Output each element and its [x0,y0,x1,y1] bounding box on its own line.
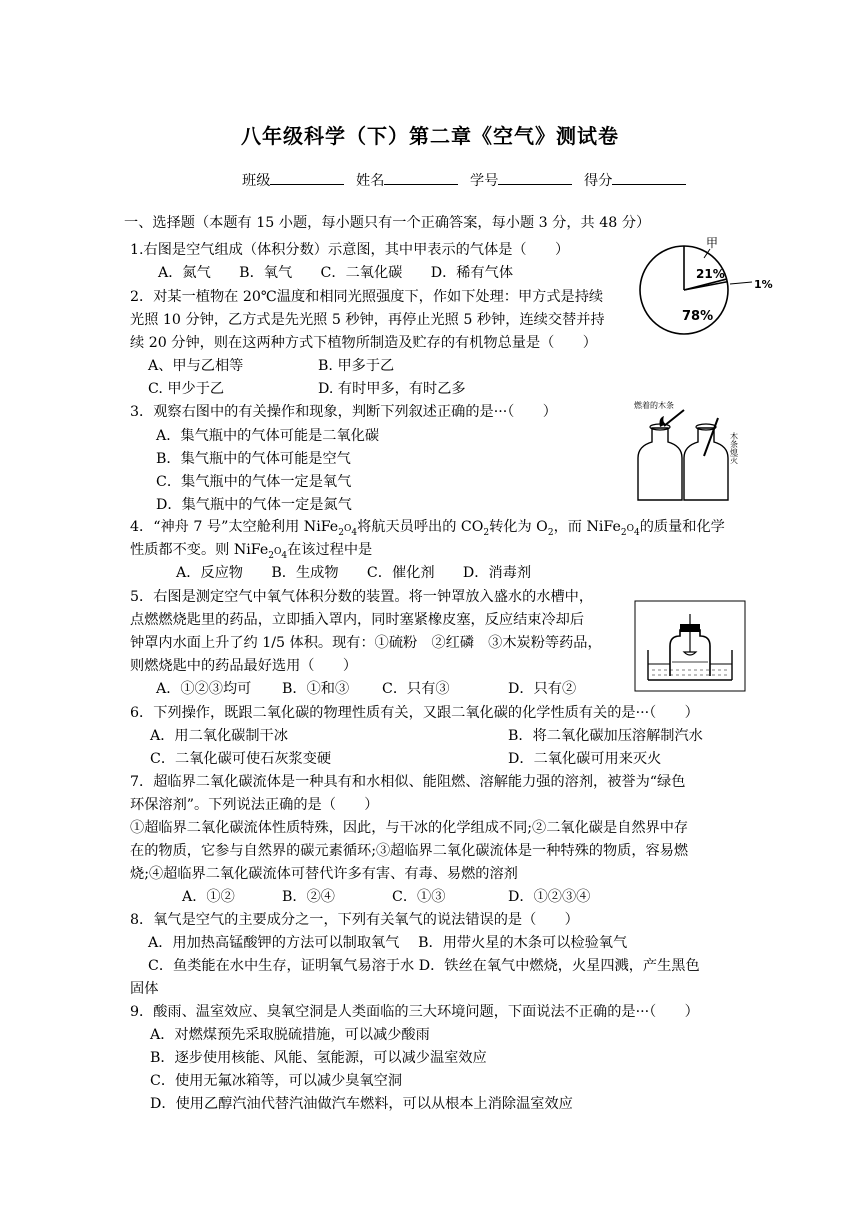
q5-option-d: D．只有② [508,681,577,697]
q2-option-d: D. 有时甲多，有时乙多 [318,381,466,397]
q8-stem: 8．氧气是空气的主要成分之一，下列有关氧气的说法错误的是（ ） [130,912,579,928]
q9-stem: 9．酸雨、温室效应、臭氧空洞是人类面临的三大环境问题，下面说法不正确的是···（ ） [130,1004,699,1020]
q7-option-c: C．①③ [392,889,446,905]
burning-stick [664,410,684,426]
bottle-right [684,428,728,500]
combustion-spoon [684,652,696,655]
air-composition-pie-chart [636,234,776,346]
q7-line2: 环保溶剂”。下列说法正确的是（ ） [130,797,379,813]
q3-stem: 3．观察右图中的有关操作和现象，判断下列叙述正确的是···（ ） [130,404,557,420]
q9-option-b: B．逐步使用核能、风能、氢能源，可以减少温室效应 [150,1050,487,1066]
name-field[interactable]: 姓名 [356,170,458,190]
one-percent-leader [730,282,752,284]
q3-option-c: C．集气瓶中的气体一定是氧气 [156,474,352,490]
q2-line2: 光照 10 分钟，乙方式是先光照 5 秒钟，再停止光照 5 秒钟，连续交替并持 [130,312,605,328]
q5-line1: 5．右图是测定空气中氧气体积分数的装置。将一钟罩放入盛水的水槽中， [130,589,594,605]
q5-option-a: A．①②③均可 [156,681,252,697]
pie-label-21: 21% [696,267,725,281]
q8-options-cd: C．鱼类能在水中生存，证明氧气易溶于水 D．铁丝在氧气中燃烧，火星四溅，产生黑色 [148,958,700,974]
q5-line4: 则燃烧匙中的药品最好选用（ ） [130,658,358,674]
stick-extinguished-label: 木条熄灭 [729,432,739,464]
score-field[interactable]: 得分 [584,170,686,190]
section-heading: 一、选择题（本题有 15 小题，每小题只有一个正确答案，每小题 3 分，共 48 分） [124,215,651,231]
q3-option-a: A．集气瓶中的气体可能是二氧化碳 [156,428,380,444]
q6-option-c: C．二氧化碳可使石灰浆变硬 [150,751,332,767]
pie-label-1: 1% [754,278,773,291]
q7-line3: ①超临界二氧化碳流体性质特殊，因此，与干冰的化学组成不同;②二氧化碳是自然界中存 [130,820,689,836]
page-title: 八年级科学（下）第二章《空气》测试卷 [241,124,619,148]
q5-line2: 点燃燃烧匙里的药品，立即插入罩内，同时塞紧橡皮塞，反应结束冷却后 [130,612,585,628]
q3-option-d: D．集气瓶中的气体一定是氮气 [156,497,352,513]
class-field[interactable]: 班级 [242,170,344,190]
q4-options: A．反应物 B．生成物 C．催化剂 D．消毒剂 [176,565,532,581]
q7-option-a: A．①② [182,889,235,905]
q5-line3: 钟罩内水面上升了约 1/5 体积。现有：①硫粉 ②红磷 ③木炭粉等药品， [130,635,602,651]
pie-label-78: 78% [682,309,714,324]
q7-option-b: B．②④ [282,889,335,905]
q1-stem: 1.右图是空气组成（体积分数）示意图，其中甲表示的气体是（ ） [130,242,570,258]
q1-options: A．氮气 B．氧气 C．二氧化碳 D．稀有气体 [158,265,514,281]
pie-label-jia: 甲 [706,236,719,250]
q2-option-c: C. 甲少于乙 [148,381,225,397]
q2-line3: 续 20 分钟，则在这两种方式下植物所制造及贮存的有机物总量是（ ） [130,335,597,351]
q2-option-a: A、甲与乙相等 [148,358,244,374]
pie-slice-boundary-2 [684,282,727,290]
q5-option-b: B．①和③ [282,681,350,697]
q9-option-a: A．对燃煤预先采取脱硫措施，可以减少酸雨 [150,1027,430,1043]
q6-option-d: D．二氧化碳可用来灭火 [508,751,662,767]
q9-option-d: D．使用乙醇汽油代替汽油做汽车燃料，可以从根本上消除温室效应 [150,1096,573,1112]
burning-stick-label: 燃着的木条 [634,401,674,410]
q4-line2: 性质都不变。则 $NiFe_2O_4$在该过程中是 [130,542,373,561]
q2-line1: 2．对某一植物在 20℃温度和相同光照强度下，作如下处理：甲方式是持续 [130,289,604,305]
bottle-left [638,428,682,500]
q7-option-d: D．①②③④ [508,889,591,905]
bell-jar-apparatus-figure [634,600,746,692]
q5-option-c: C．只有③ [382,681,450,697]
q6-option-b: B．将二氧化碳加压溶解制汽水 [508,728,703,744]
q4-line1: 4．“神舟 7 号”太空舱利用 $NiFe_2O_4$将航天员呼出的 $CO_2$转化为 $O_2$，而 $NiFe_2O_4$的质量和化学 [130,519,725,538]
q8-options-ab: A．用加热高锰酸钾的方法可以制取氧气 B．用带火星的木条可以检验氧气 [148,935,628,951]
q9-option-c: C．使用无氟冰箱等，可以减少臭氧空洞 [150,1073,403,1089]
q8-options-cd-cont: 固体 [130,981,159,997]
gas-bottle-figure [634,396,746,506]
q2-option-b: B. 甲多于乙 [318,358,395,374]
student-id-field[interactable]: 学号 [470,170,572,190]
q6-stem: 6．下列操作，既跟二氧化碳的物理性质有关，又跟二氧化碳的化学性质有关的是···（ ） [130,705,699,721]
q7-line5: 烧;④超临界二氧化碳流体可替代许多有害、有毒、易燃的溶剂 [130,866,518,882]
q7-line1: 7．超临界二氧化碳流体是一种具有和水相似、能阻燃、溶解能力强的溶剂，被誉为“绿色 [130,774,686,790]
q6-option-a: A．用二氧化碳制干冰 [150,728,288,744]
q7-line4: 在的物质，它参与自然界的碳元素循环;③超临界二氧化碳流体是一种特殊的物质，容易燃 [130,843,689,859]
q3-option-b: B．集气瓶中的气体可能是空气 [156,451,351,467]
